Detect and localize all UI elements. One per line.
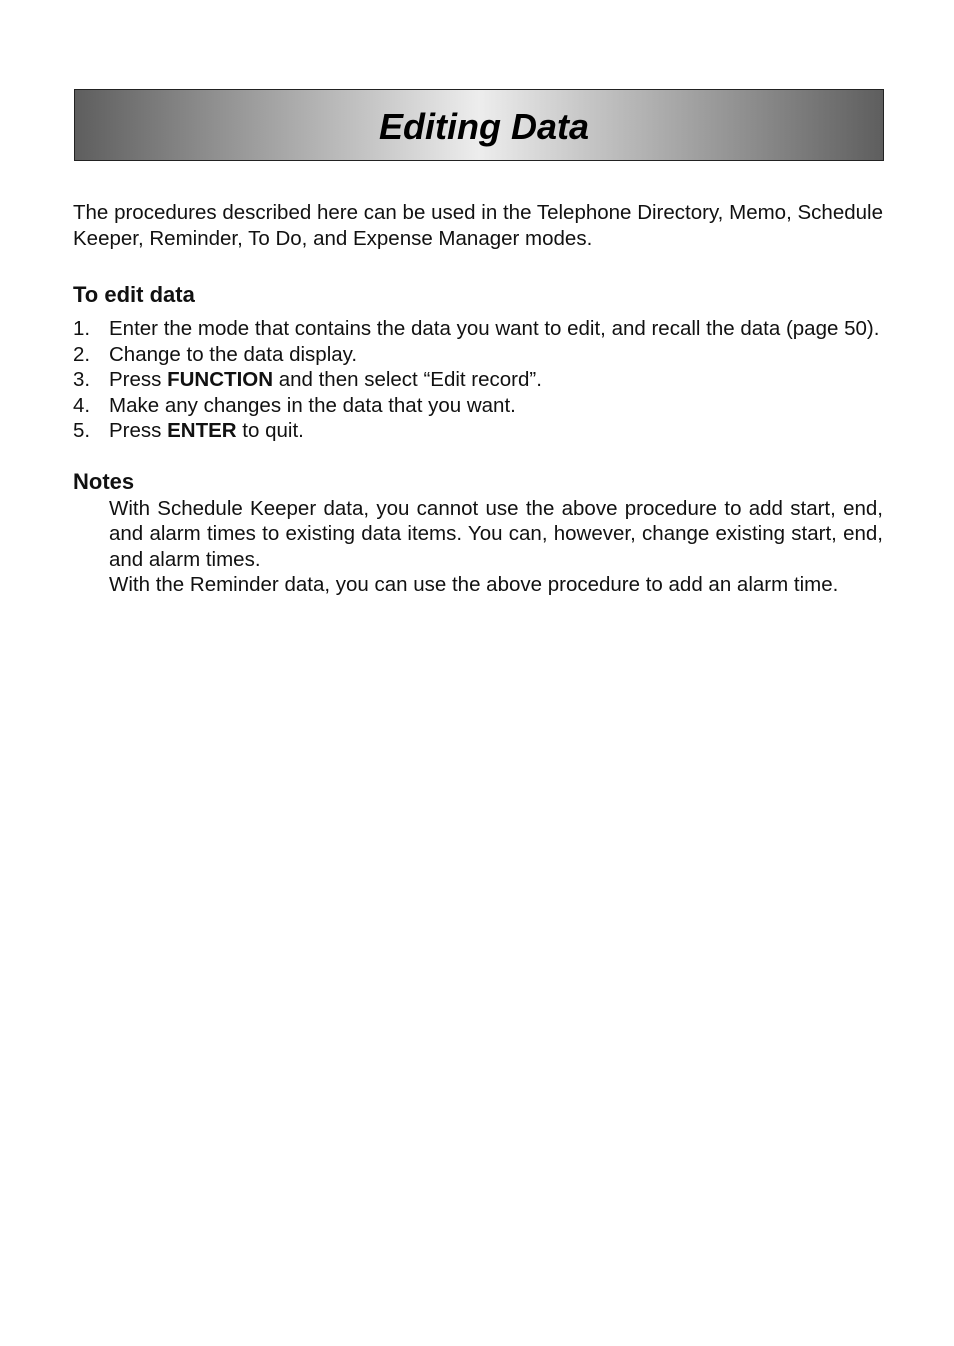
step-item xyxy=(73,393,883,419)
step-item xyxy=(73,342,883,368)
step-text-post: to quit. xyxy=(236,419,304,442)
step-text: Change to the data display. xyxy=(109,342,358,366)
page-title: Editing Data xyxy=(378,106,589,147)
step-text: Make any changes in the data that you want. xyxy=(109,393,516,417)
title-banner xyxy=(74,89,884,161)
intro-paragraph: The procedures described here can be used in the Telephone Directory, Memo, Schedule Keeper, Reminder, To Do, and Expense Manager modes. xyxy=(73,201,883,250)
note-item: With Schedule Keeper data, you cannot use the above procedure to add start, end, and alarm times to existing data items. You can, however, change existing start, end, and alarm times. xyxy=(109,496,883,571)
step-item xyxy=(73,418,883,444)
step-number: 4. xyxy=(73,393,91,417)
enter-key-label: ENTER xyxy=(167,419,237,442)
step-number: 3. xyxy=(73,368,91,391)
note-item: With the Reminder data, you can use the above procedure to add an alarm time. xyxy=(109,573,839,596)
step-item xyxy=(73,367,883,393)
step-number: 5. xyxy=(73,419,91,442)
step-text: Enter the mode that contains the data you want to edit, and recall the data (page 50). xyxy=(109,317,880,340)
edit-steps-list xyxy=(73,316,883,444)
step-number: 2. xyxy=(73,342,91,366)
notes-list xyxy=(73,496,883,598)
notes-section-heading: Notes xyxy=(73,468,135,494)
step-text-pre: Press xyxy=(109,368,168,391)
step-number: 1. xyxy=(73,317,91,340)
page-content xyxy=(73,200,883,598)
edit-section-heading: To edit data xyxy=(73,282,195,307)
step-text-post: and then select “Edit record”. xyxy=(273,368,542,391)
function-key-label: FUNCTION xyxy=(167,368,274,391)
step-text-pre: Press xyxy=(109,419,168,442)
step-item xyxy=(73,316,883,342)
